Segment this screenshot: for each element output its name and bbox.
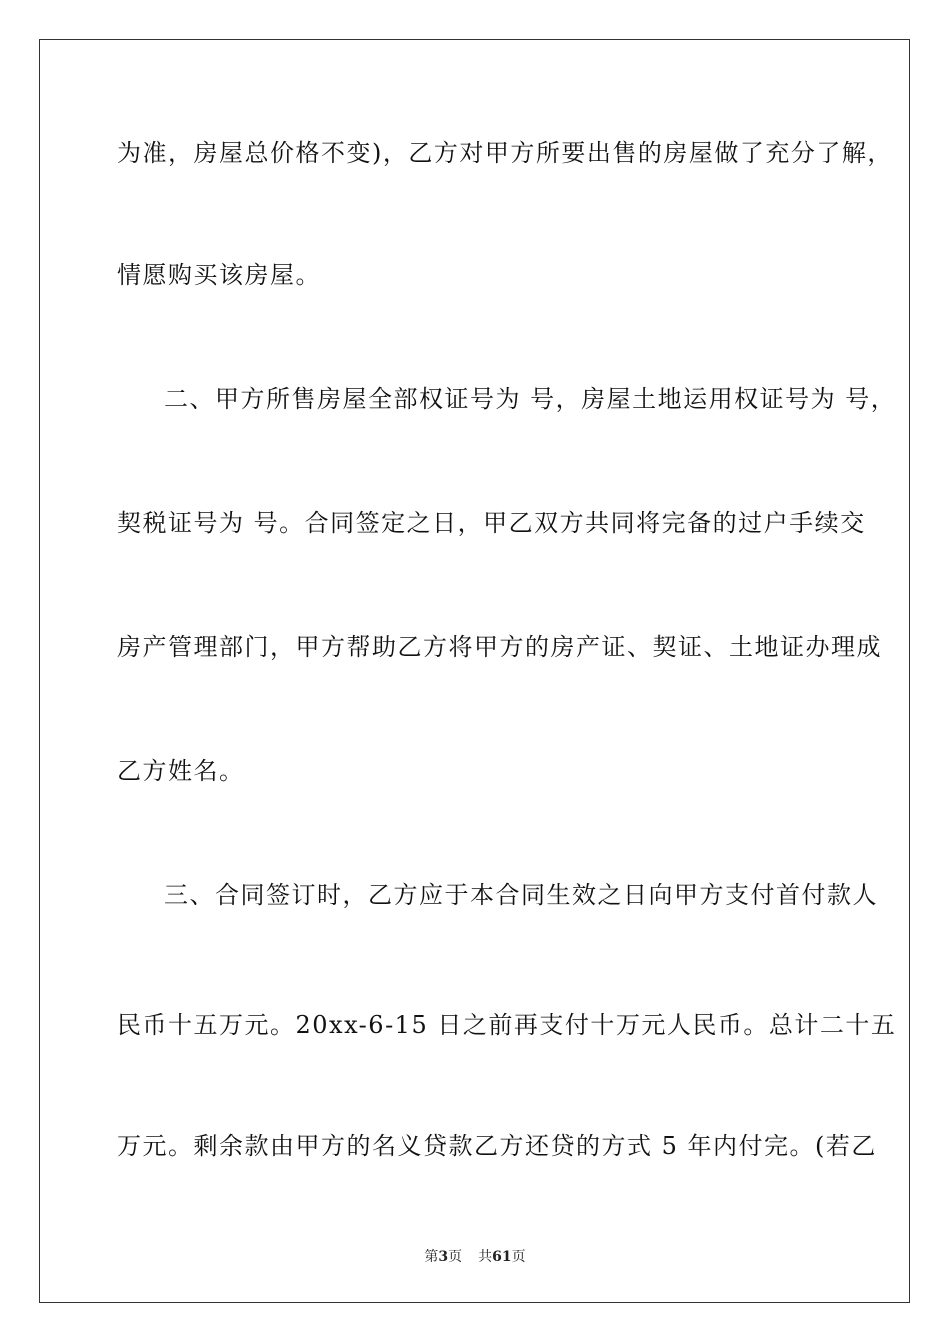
body-text-line: 二、甲方所售房屋全部权证号为 号，房屋土地运用权证号为 号， bbox=[164, 385, 897, 413]
page-border bbox=[39, 39, 910, 1303]
body-text-line: 万元。剩余款由甲方的名义贷款乙方还贷的方式 5 年内付完。(若乙 bbox=[117, 1132, 877, 1160]
body-text-line: 情愿购买该房屋。 bbox=[117, 261, 321, 289]
total-pages: 61 bbox=[492, 1249, 512, 1265]
body-text-line: 契税证号为 号。合同签定之日，甲乙双方共同将完备的过户手续交 bbox=[117, 509, 866, 537]
body-text-line: 民币十五万元。20xx-6-15 日之前再支付十万元人民币。总计二十五 bbox=[117, 1011, 897, 1039]
body-text-line: 为准，房屋总价格不变)，乙方对甲方所要出售的房屋做了充分了解， bbox=[117, 139, 893, 167]
page-number: 3 bbox=[438, 1249, 449, 1265]
page-suffix: 页 bbox=[448, 1249, 463, 1265]
body-text-line: 房产管理部门，甲方帮助乙方将甲方的房产证、契证、土地证办理成 bbox=[117, 633, 882, 661]
total-suffix: 页 bbox=[511, 1249, 526, 1265]
body-text-line: 三、合同签订时，乙方应于本合同生效之日向甲方支付首付款人 bbox=[164, 881, 878, 909]
total-prefix: 共 bbox=[478, 1249, 493, 1265]
page-prefix: 第 bbox=[424, 1249, 439, 1265]
page-footer bbox=[0, 1248, 950, 1266]
body-text-line: 乙方姓名。 bbox=[117, 757, 245, 785]
